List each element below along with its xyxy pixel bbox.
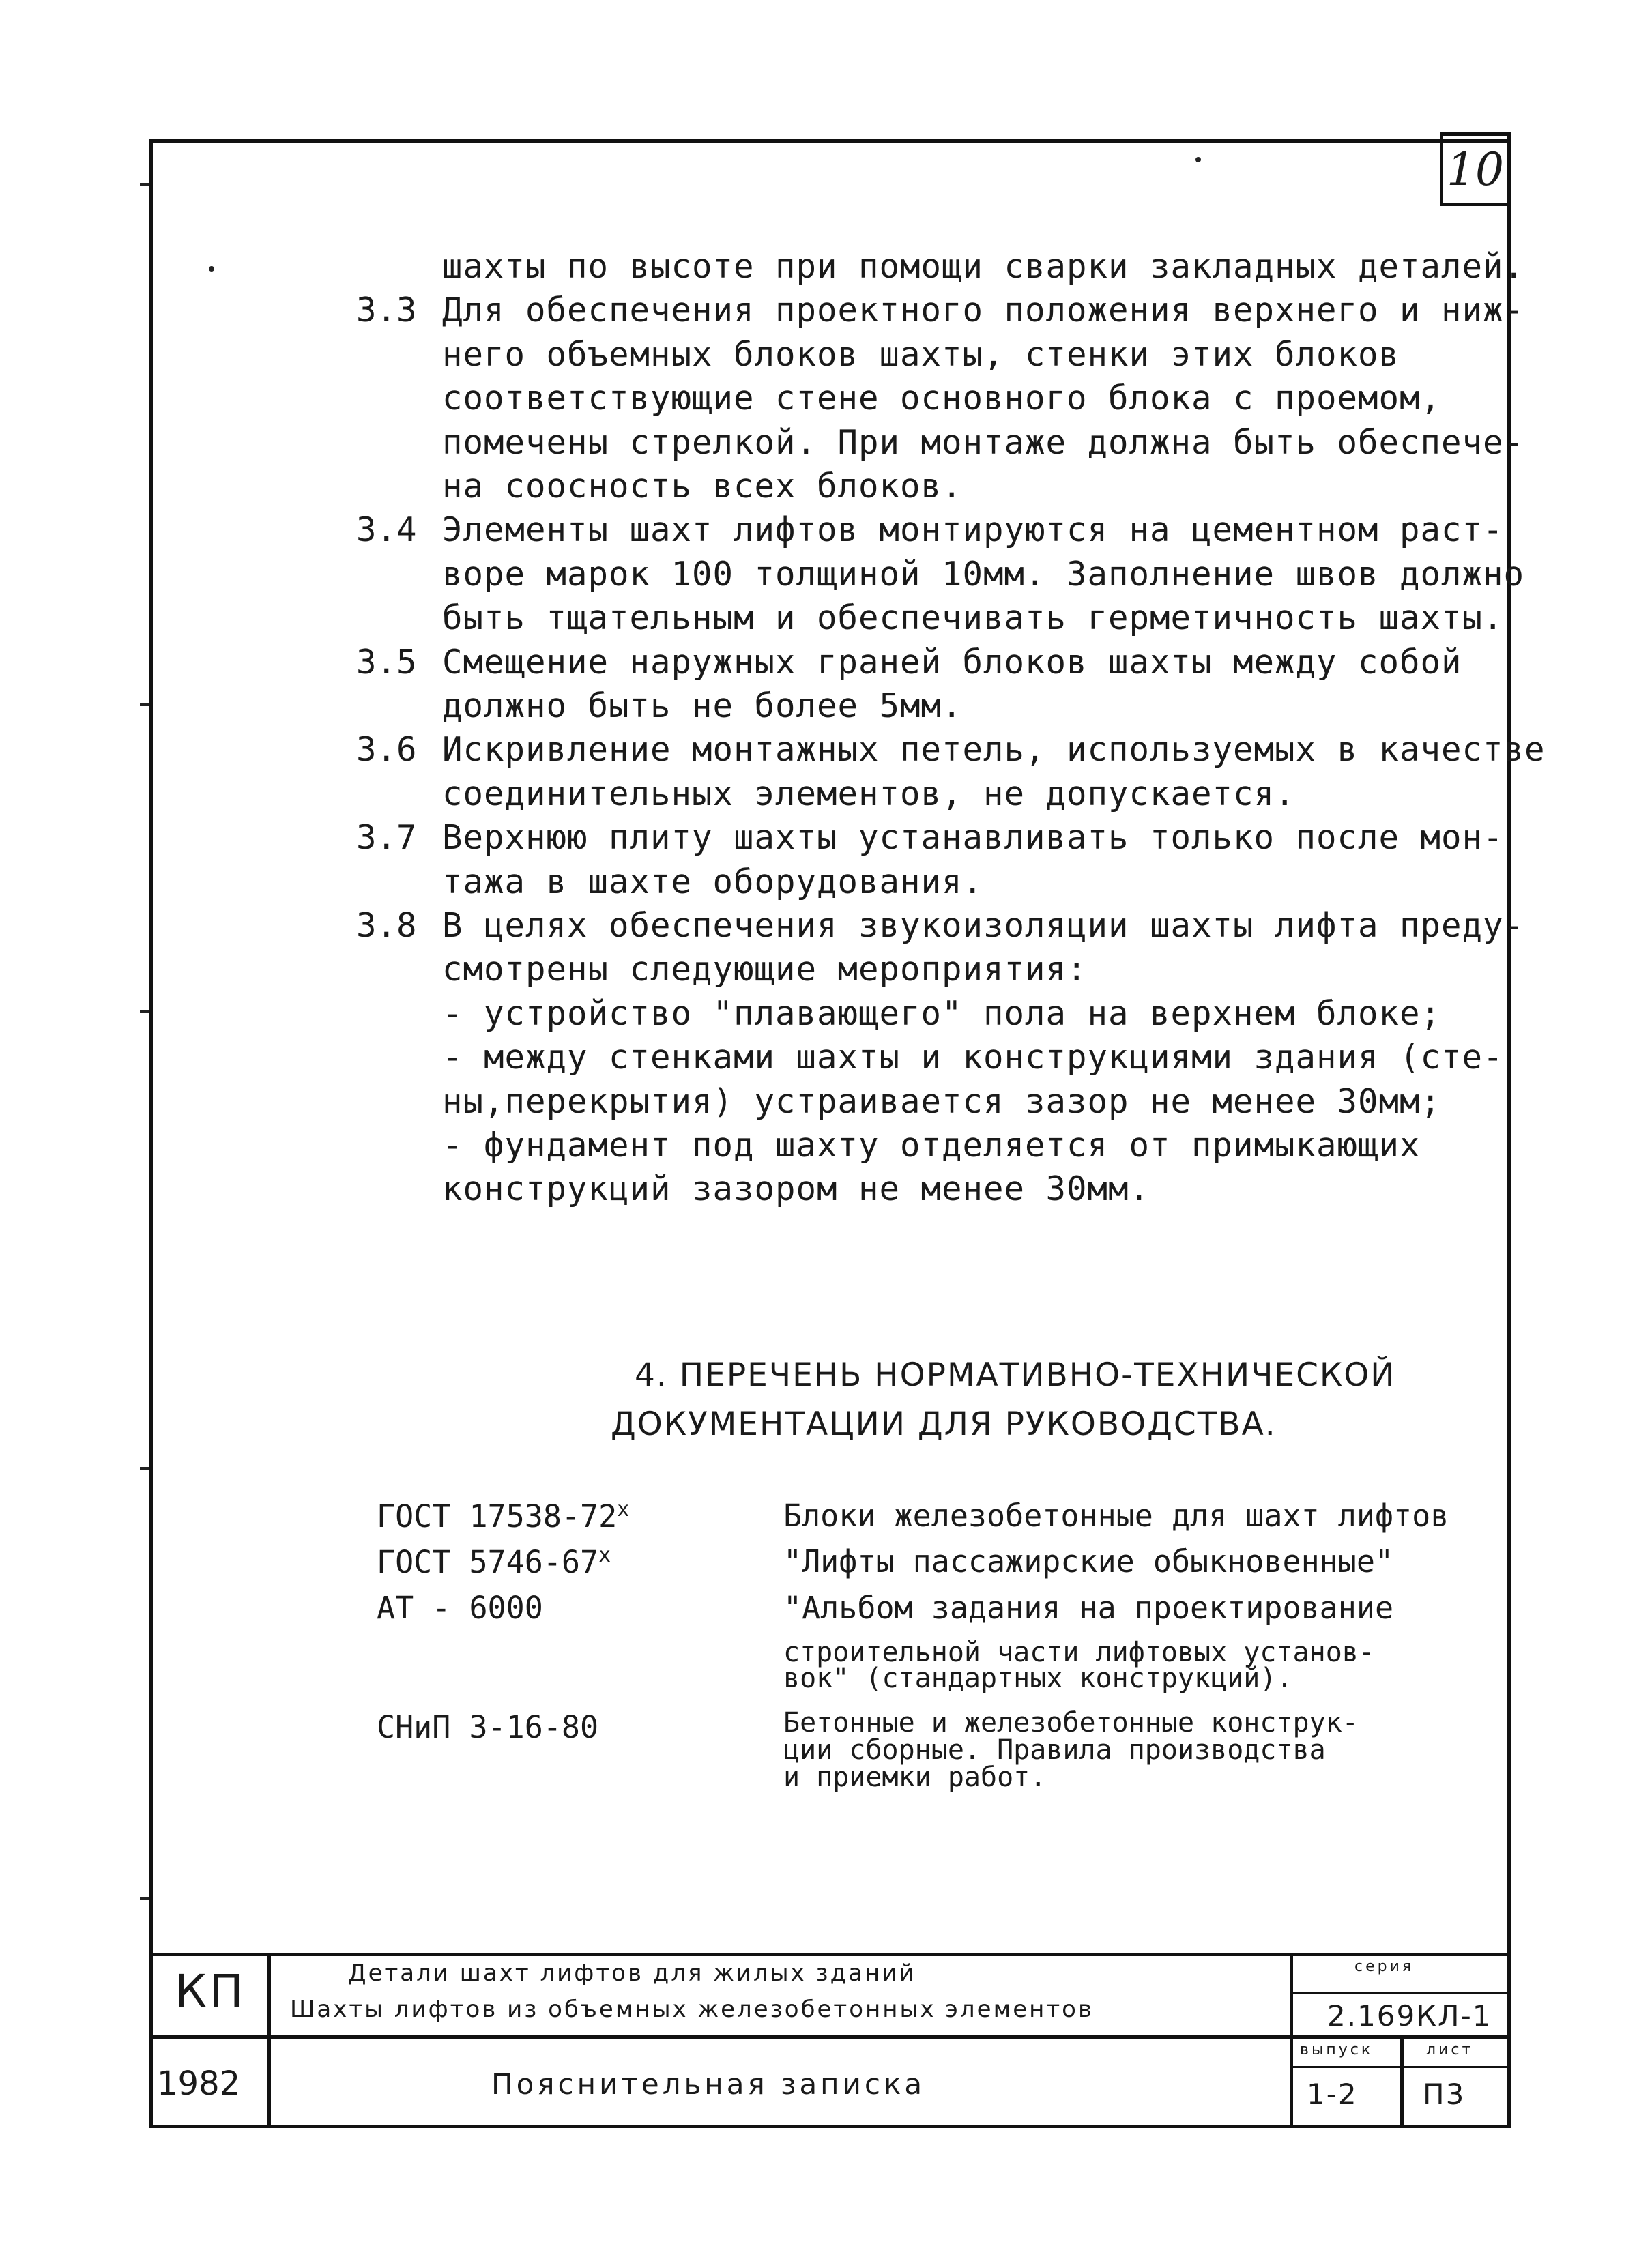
reference-code-text: ГОСТ 5746-67 [377,1544,599,1580]
clause-number: 3.8 [356,906,417,945]
reference-code-mark: х [598,1543,611,1567]
reference-code [377,1709,598,1745]
body-line: соединительных элементов, не допускается. [442,774,1296,813]
body-line: - между стенками шахты и конструкциями здания (сте- [442,1038,1504,1077]
section-heading-line1: 4. ПЕРЕЧЕНЬ НОРМАТИВНО-ТЕХНИЧЕСКОЙ [635,1356,1396,1394]
body-line: Элементы шахт лифтов монтируются на цементном раст- [442,510,1504,549]
body-line: быть тщательным и обеспечивать герметичность шахты. [442,598,1504,637]
issue-value: 1-2 [1307,2078,1358,2111]
margin-tick [140,183,149,186]
margin-tick [140,1467,149,1470]
title-block-divider [1400,2035,1404,2128]
document-name: Пояснительная записка [491,2067,926,2101]
body-line: Смещение наружных граней блоков шахты между собой [442,643,1462,682]
title-block-top-border [149,1953,1511,1956]
sheet-divider [1290,2066,1511,2068]
body-line: него объемных блоков шахты, стенки этих блоков [442,335,1400,374]
drawing-title-line1: Детали шахт лифтов для жилых зданий [348,1960,916,1987]
reference-code [377,1543,611,1580]
clause-number: 3.7 [356,818,417,857]
reference-description: и приемки работ. [783,1762,1047,1793]
reference-code-text: СНиП 3-16-80 [377,1709,599,1745]
sheet-value: П3 [1423,2078,1466,2111]
reference-description: ции сборные. Правила производства [783,1734,1326,1766]
speck [209,266,214,272]
year: 1982 [157,2065,241,2103]
margin-tick [140,703,149,706]
sheet-label: лист [1426,2041,1474,2058]
clause-number: 3.6 [356,730,417,769]
reference-description: "Лифты пассажирские обыкновенные" [783,1543,1394,1579]
body-line: Искривление монтажных петель, используемых в качестве [442,730,1546,769]
reference-code-mark: х [617,1498,630,1521]
reference-description: Блоки железобетонные для шахт лифтов [783,1498,1449,1534]
issue-label: выпуск [1300,2041,1374,2058]
body-line: воре марок 100 толщиной 10мм. Заполнение швов должно [442,555,1525,594]
body-line: Верхнюю плиту шахты устанавливать только после мон- [442,818,1504,857]
body-line: - устройство "плавающего" пола на верхнем блоке; [442,994,1442,1033]
reference-code-text: ГОСТ 17538-72 [377,1498,618,1534]
reference-description: Бетонные и железобетонные конструк- [783,1707,1359,1738]
body-line: - фундамент под шахту отделяется от примыкающих [442,1126,1421,1165]
title-block-divider [267,1953,271,2128]
body-line: тажа в шахте оборудования. [442,862,984,901]
body-line: на соосность всех блоков. [442,467,963,506]
reference-description: вок" (стандартных конструкций). [783,1663,1293,1694]
drawing-title-line2: Шахты лифтов из объемных железобетонных элементов [290,1996,1095,2023]
body-line: должно быть не более 5мм. [442,686,963,725]
sheet-number: 10 [1440,132,1511,206]
reference-description: строительной части лифтовых установ- [783,1637,1375,1668]
body-line: В целях обеспечения звукоизоляции шахты лифта преду- [442,906,1525,945]
reference-description: "Альбом задания на проектирование [783,1590,1394,1626]
speck [1195,157,1201,162]
body-line: конструкций зазором не менее 30мм. [442,1169,1150,1208]
body-line: Для обеспечения проектного положения верхнего и ниж- [442,291,1525,330]
series-value: 2.169КЛ-1 [1327,1999,1492,2033]
clause-number: 3.5 [356,643,417,682]
series-divider [1290,1992,1511,1994]
body-line: помечены стрелкой. При монтаже должна быть обеспече- [442,423,1525,462]
margin-tick [140,1010,149,1013]
clause-number: 3.3 [356,291,417,330]
body-line: смотрены следующие мероприятия: [442,950,1088,989]
body-line: шахты по высоте при помощи сварки закладных деталей. [442,247,1525,286]
series-label: серия [1354,1958,1415,1975]
body-line: ны,перекрытия) устраивается зазор не менее 30мм; [442,1082,1442,1121]
reference-code [377,1498,629,1534]
body-line: соответствующие стене основного блока с проемом, [442,379,1442,418]
title-block-divider [1290,1953,1293,2128]
title-block-mid-border [149,2035,1511,2039]
reference-code-text: АТ - 6000 [377,1590,543,1626]
org-code: КП [175,1965,246,2018]
clause-number: 3.4 [356,510,417,549]
reference-code [377,1590,543,1626]
margin-tick [140,1897,149,1900]
section-heading-line2: ДОКУМЕНТАЦИИ ДЛЯ РУКОВОДСТВА. [611,1406,1277,1443]
